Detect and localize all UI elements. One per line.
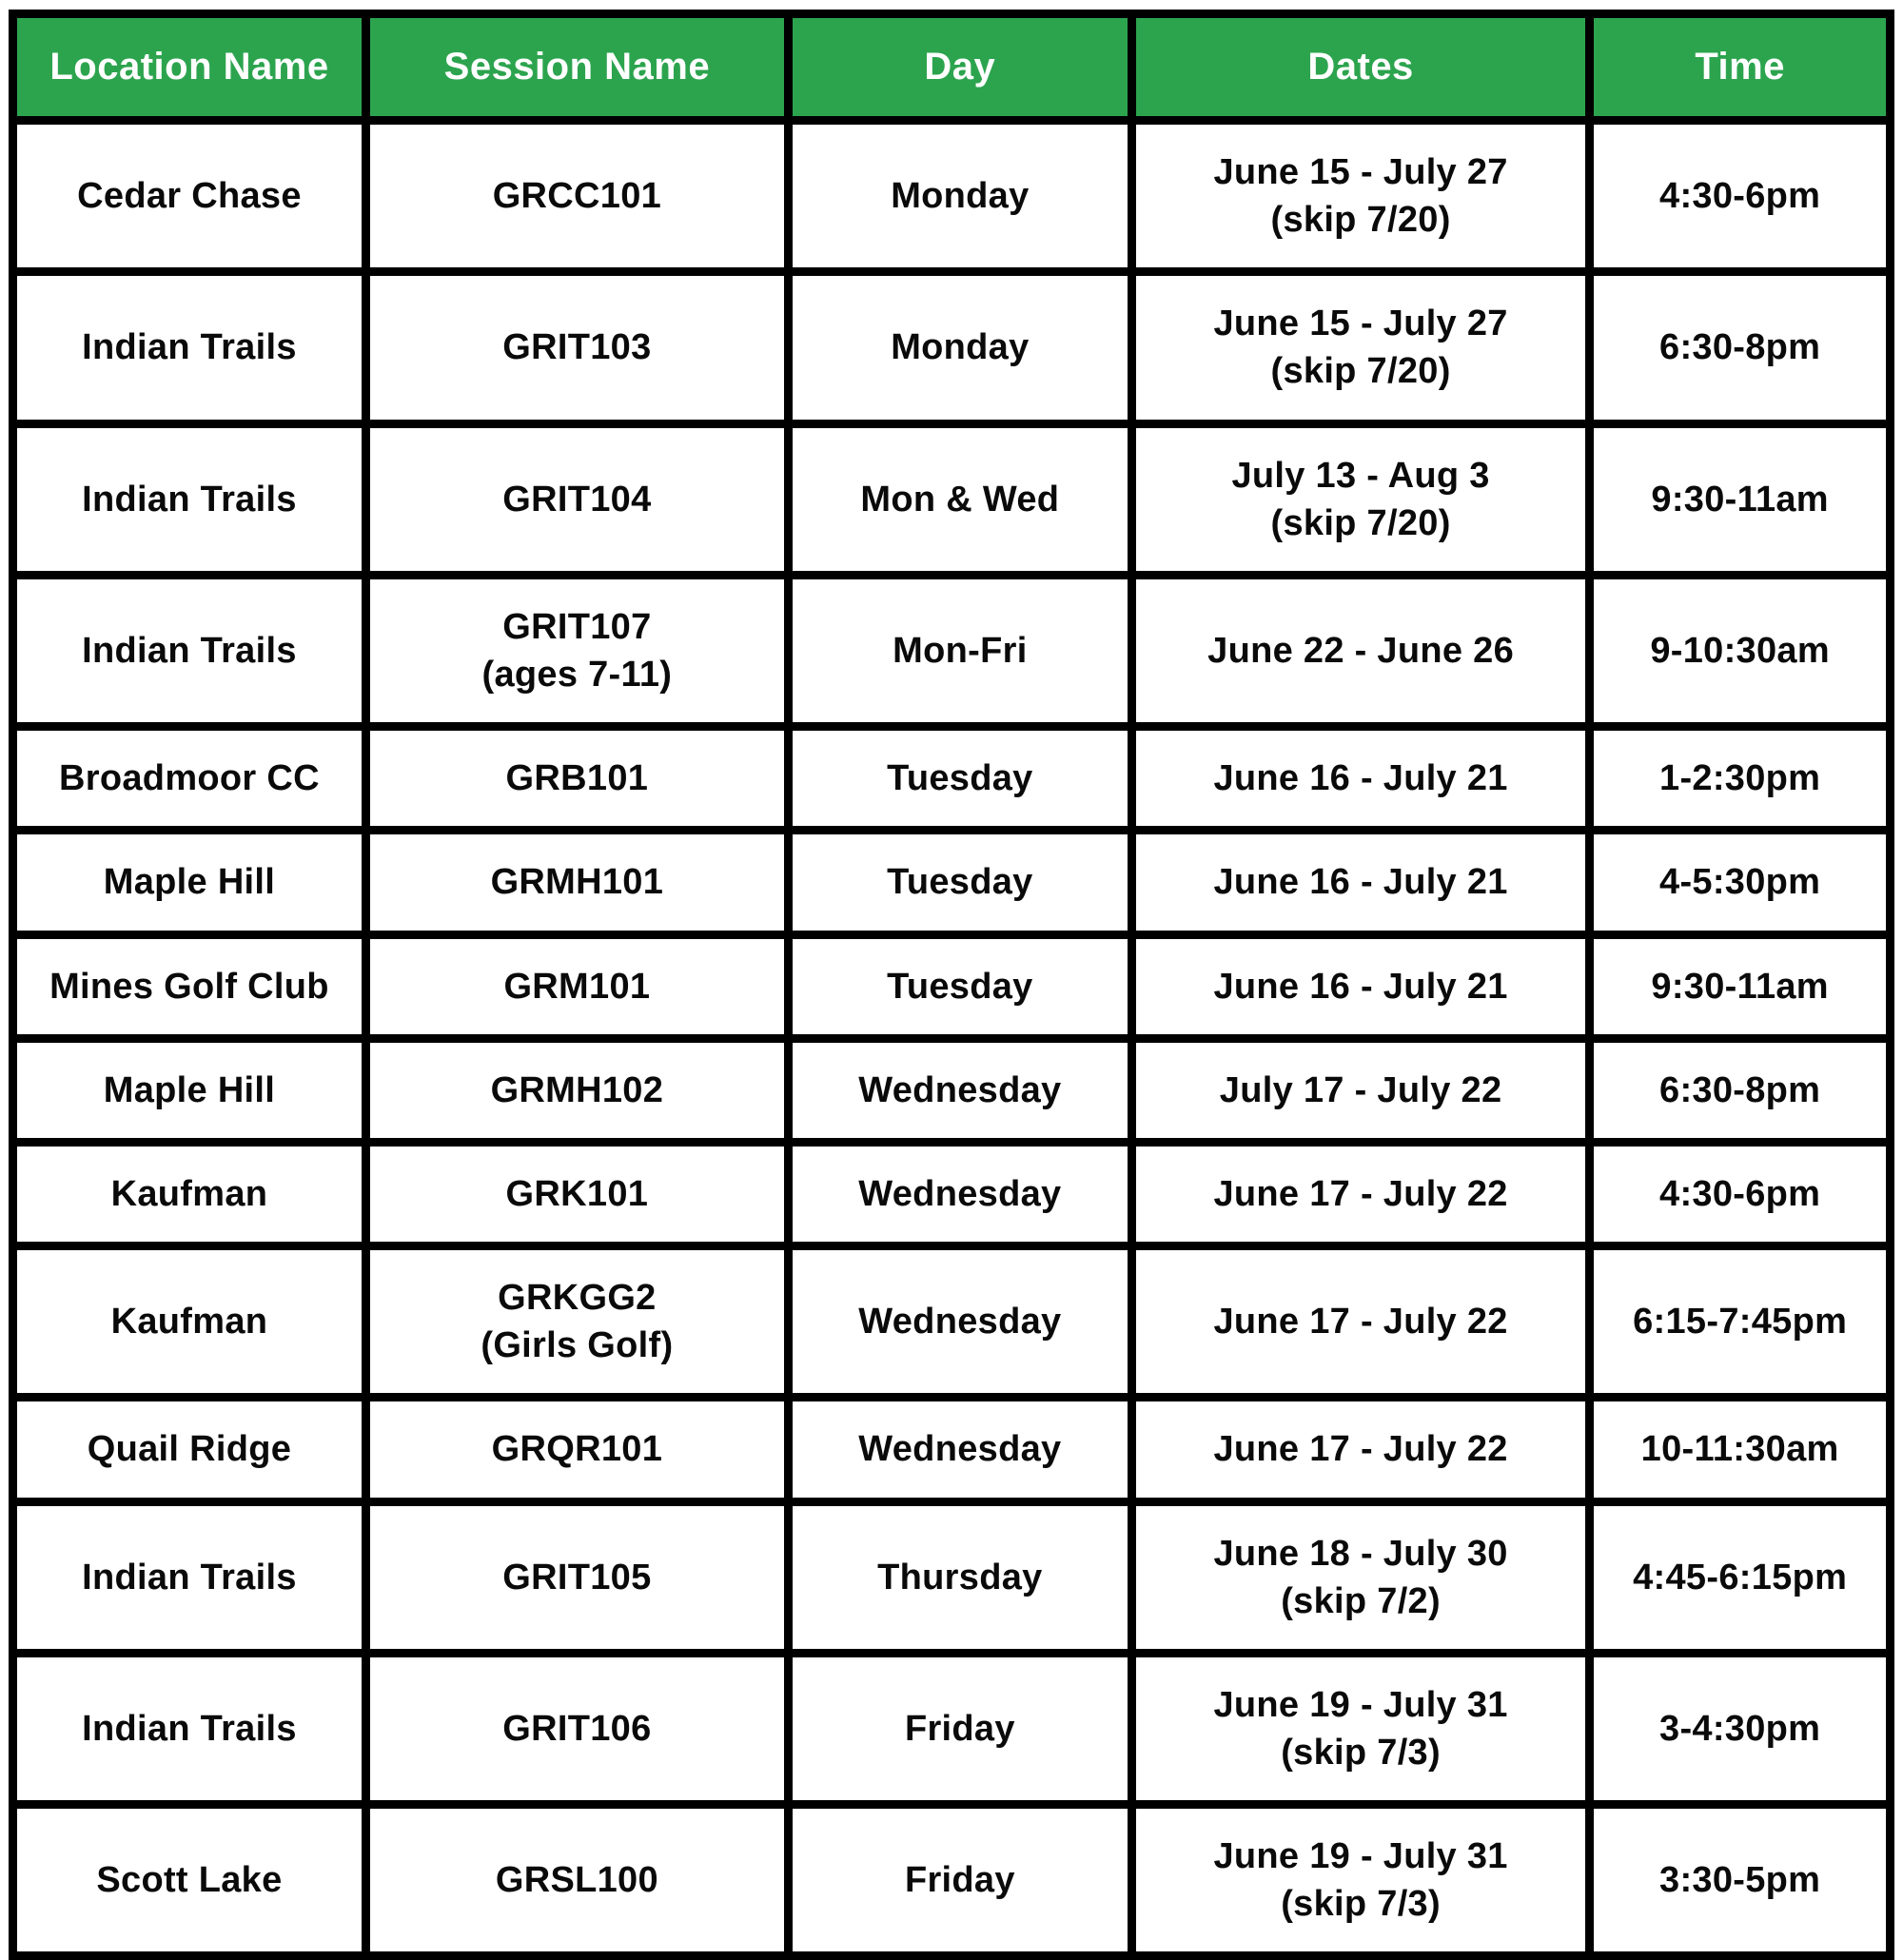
cell-time — [1590, 423, 1891, 575]
cell-dates-line: June 17 - July 22 — [1213, 1302, 1508, 1343]
cell-session-line: GRSL100 — [495, 1860, 658, 1901]
cell-day-line: Friday — [904, 1708, 1015, 1749]
cell-session-line: GRM101 — [503, 966, 651, 1007]
cell-time — [1590, 1805, 1891, 1956]
cell-day-line: Mon-Fri — [893, 631, 1028, 672]
cell-time — [1590, 1142, 1891, 1245]
cell-location — [13, 831, 366, 934]
cell-dates-line: June 18 - July 30 — [1213, 1533, 1508, 1574]
cell-day-line: Monday — [891, 327, 1030, 368]
cell-dates — [1131, 1653, 1589, 1804]
cell-day — [788, 831, 1131, 934]
cell-day-line: Wednesday — [858, 1069, 1062, 1110]
cell-time — [1590, 272, 1891, 423]
cell-dates — [1131, 1038, 1589, 1142]
cell-location-line: Quail Ridge — [87, 1429, 292, 1470]
table-row — [13, 727, 1891, 831]
table-row — [13, 831, 1891, 934]
cell-location-line: Maple Hill — [103, 862, 276, 903]
cell-dates-line: June 16 - July 21 — [1213, 862, 1508, 903]
cell-dates — [1131, 727, 1589, 831]
cell-location — [13, 121, 366, 272]
cell-location — [13, 575, 366, 726]
golf-sessions-schedule-table — [9, 10, 1894, 1960]
cell-dates — [1131, 831, 1589, 934]
cell-session — [365, 934, 788, 1038]
cell-time-line: 10-11:30am — [1640, 1429, 1839, 1470]
cell-day — [788, 423, 1131, 575]
cell-session-line: (Girls Golf) — [481, 1325, 674, 1366]
cell-day-line: Tuesday — [887, 758, 1033, 799]
table-row — [13, 1501, 1891, 1653]
header-location-name: Location Name — [13, 14, 366, 121]
cell-time — [1590, 831, 1891, 934]
cell-session — [365, 1805, 788, 1956]
cell-location — [13, 727, 366, 831]
cell-location-line: Mines Golf Club — [49, 966, 329, 1007]
cell-dates — [1131, 1501, 1589, 1653]
cell-time-line: 9:30-11am — [1651, 479, 1829, 519]
cell-session — [365, 1038, 788, 1142]
cell-dates-line: June 15 - July 27 — [1213, 152, 1508, 192]
cell-location-line: Indian Trails — [82, 1708, 297, 1749]
cell-dates-line: July 13 - Aug 3 — [1231, 455, 1490, 496]
cell-session-line: GRIT107 — [502, 606, 652, 647]
cell-dates — [1131, 1398, 1589, 1501]
cell-dates — [1131, 1246, 1589, 1398]
schedule-table-body — [13, 121, 1891, 1956]
cell-dates-line: (skip 7/20) — [1270, 502, 1451, 543]
table-row — [13, 121, 1891, 272]
cell-session-line: GRB101 — [505, 758, 649, 799]
cell-day — [788, 1501, 1131, 1653]
cell-day — [788, 1246, 1131, 1398]
cell-session — [365, 272, 788, 423]
cell-location-line: Kaufman — [110, 1173, 268, 1214]
cell-time-line: 4-5:30pm — [1659, 862, 1821, 903]
cell-day — [788, 1653, 1131, 1804]
table-row — [13, 1398, 1891, 1501]
cell-day — [788, 1805, 1131, 1956]
cell-location — [13, 1501, 366, 1653]
cell-time — [1590, 1653, 1891, 1804]
cell-location-line: Indian Trails — [82, 1557, 297, 1597]
cell-location-line: Indian Trails — [82, 479, 297, 519]
cell-session-line: GRIT103 — [502, 327, 652, 368]
cell-time — [1590, 1038, 1891, 1142]
cell-location-line: Scott Lake — [96, 1860, 283, 1901]
cell-location — [13, 423, 366, 575]
cell-time-line: 6:30-8pm — [1659, 327, 1821, 368]
cell-day — [788, 727, 1131, 831]
cell-day — [788, 1038, 1131, 1142]
table-row — [13, 423, 1891, 575]
table-row — [13, 272, 1891, 423]
cell-day — [788, 575, 1131, 726]
cell-session — [365, 1142, 788, 1245]
cell-dates-line: June 16 - July 21 — [1213, 758, 1508, 799]
cell-dates — [1131, 934, 1589, 1038]
cell-location-line: Broadmoor CC — [59, 758, 320, 799]
cell-time — [1590, 121, 1891, 272]
cell-session-line: GRMH101 — [490, 862, 664, 903]
cell-dates-line: June 15 - July 27 — [1213, 304, 1508, 344]
cell-time-line: 3-4:30pm — [1659, 1708, 1821, 1749]
cell-dates-line: June 22 - June 26 — [1207, 631, 1515, 672]
cell-time-line: 1-2:30pm — [1659, 758, 1821, 799]
cell-time — [1590, 934, 1891, 1038]
table-row — [13, 1038, 1891, 1142]
cell-dates-line: July 17 - July 22 — [1219, 1069, 1502, 1110]
cell-session — [365, 1246, 788, 1398]
cell-dates-line: June 17 - July 22 — [1213, 1429, 1508, 1470]
cell-session — [365, 1501, 788, 1653]
cell-time-line: 9-10:30am — [1650, 631, 1830, 672]
cell-time-line: 4:45-6:15pm — [1633, 1557, 1848, 1597]
cell-dates — [1131, 272, 1589, 423]
cell-location — [13, 1246, 366, 1398]
cell-session-line: GRQR101 — [491, 1429, 663, 1470]
table-row — [13, 1246, 1891, 1398]
cell-day — [788, 272, 1131, 423]
cell-session-line: GRK101 — [505, 1173, 649, 1214]
cell-time — [1590, 575, 1891, 726]
cell-location-line: Kaufman — [110, 1302, 268, 1343]
cell-dates-line: (skip 7/20) — [1270, 200, 1451, 241]
cell-dates-line: (skip 7/20) — [1270, 351, 1451, 392]
cell-dates — [1131, 575, 1589, 726]
cell-session-line: GRIT106 — [502, 1708, 652, 1749]
cell-session-line: GRMH102 — [490, 1069, 664, 1110]
cell-day-line: Friday — [904, 1860, 1015, 1901]
cell-session — [365, 575, 788, 726]
cell-location — [13, 1805, 366, 1956]
cell-session — [365, 727, 788, 831]
cell-time-line: 4:30-6pm — [1659, 176, 1821, 217]
cell-dates — [1131, 1805, 1589, 1956]
cell-location-line: Indian Trails — [82, 631, 297, 672]
header-day: Day — [788, 14, 1131, 121]
cell-day-line: Wednesday — [858, 1302, 1062, 1343]
table-row — [13, 575, 1891, 726]
cell-location — [13, 1142, 366, 1245]
cell-session-line: GRKGG2 — [498, 1278, 657, 1319]
cell-day — [788, 121, 1131, 272]
cell-location — [13, 272, 366, 423]
cell-time-line: 6:30-8pm — [1659, 1069, 1821, 1110]
cell-dates-line: June 19 - July 31 — [1213, 1836, 1508, 1877]
cell-session-line: (ages 7-11) — [481, 655, 673, 696]
cell-session-line: GRCC101 — [492, 176, 662, 217]
cell-time — [1590, 727, 1891, 831]
cell-session-line: GRIT104 — [502, 479, 652, 519]
cell-day-line: Tuesday — [887, 966, 1033, 1007]
cell-dates-line: (skip 7/3) — [1281, 1732, 1441, 1773]
header-dates: Dates — [1131, 14, 1589, 121]
table-row — [13, 1653, 1891, 1804]
cell-time-line: 6:15-7:45pm — [1633, 1302, 1848, 1343]
cell-dates — [1131, 423, 1589, 575]
table-row — [13, 1805, 1891, 1956]
cell-day-line: Wednesday — [858, 1173, 1062, 1214]
cell-session — [365, 831, 788, 934]
cell-location — [13, 1398, 366, 1501]
cell-day-line: Monday — [891, 176, 1030, 217]
cell-time-line: 3:30-5pm — [1659, 1860, 1821, 1901]
cell-session — [365, 423, 788, 575]
cell-session-line: GRIT105 — [502, 1557, 652, 1597]
cell-time — [1590, 1246, 1891, 1398]
header-session-name: Session Name — [365, 14, 788, 121]
cell-day-line: Mon & Wed — [860, 479, 1060, 519]
cell-session — [365, 1653, 788, 1804]
cell-location-line: Maple Hill — [103, 1069, 276, 1110]
cell-session — [365, 121, 788, 272]
cell-dates-line: (skip 7/2) — [1281, 1580, 1441, 1621]
cell-location — [13, 934, 366, 1038]
cell-time-line: 9:30-11am — [1651, 966, 1829, 1007]
table-row — [13, 934, 1891, 1038]
cell-session — [365, 1398, 788, 1501]
cell-dates — [1131, 121, 1589, 272]
cell-time-line: 4:30-6pm — [1659, 1173, 1821, 1214]
cell-location-line: Indian Trails — [82, 327, 297, 368]
cell-location-line: Cedar Chase — [77, 176, 302, 217]
cell-day — [788, 1398, 1131, 1501]
cell-dates-line: June 16 - July 21 — [1213, 966, 1508, 1007]
cell-dates-line: (skip 7/3) — [1281, 1884, 1441, 1925]
cell-day-line: Thursday — [877, 1557, 1043, 1597]
cell-time — [1590, 1501, 1891, 1653]
header-row — [13, 14, 1891, 121]
cell-day-line: Wednesday — [858, 1429, 1062, 1470]
cell-location — [13, 1653, 366, 1804]
cell-dates-line: June 17 - July 22 — [1213, 1173, 1508, 1214]
header-time: Time — [1590, 14, 1891, 121]
cell-dates — [1131, 1142, 1589, 1245]
cell-time — [1590, 1398, 1891, 1501]
table-row — [13, 1142, 1891, 1245]
cell-dates-line: June 19 - July 31 — [1213, 1684, 1508, 1725]
cell-day — [788, 934, 1131, 1038]
cell-day — [788, 1142, 1131, 1245]
cell-day-line: Tuesday — [887, 862, 1033, 903]
cell-location — [13, 1038, 366, 1142]
